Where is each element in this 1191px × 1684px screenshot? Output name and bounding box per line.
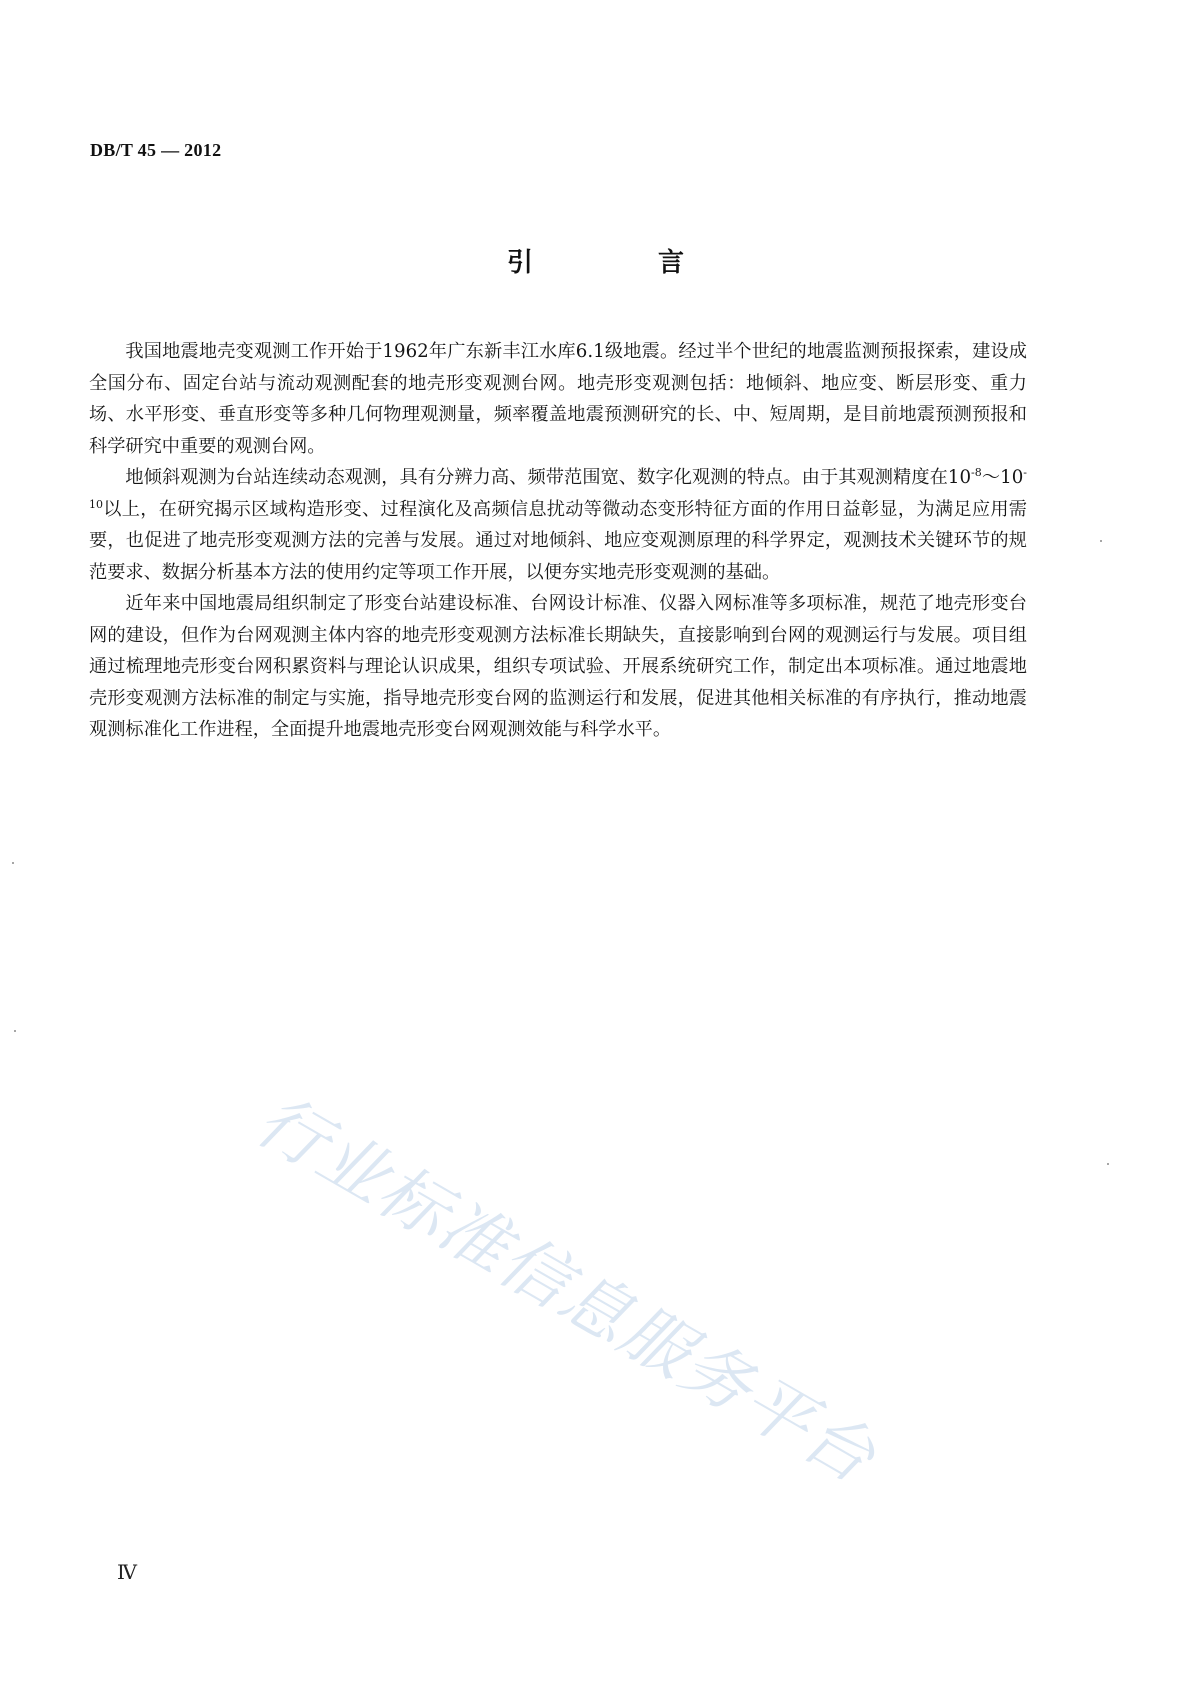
paragraph-3: 近年来中国地震局组织制定了形变台站建设标准、台网设计标准、仪器入网标准等多项标准，规范了地壳形变台网的建设，但作为台网观测主体内容的地壳形变观测方法标准长期缺失，直接影响到台网的观测运行与发展。项目组通过梳理地壳形变台网积累资料与理论认识成果，组织专项试验、开展系统研究工作，制定出本项标准。通过地震地壳形变观测方法标准的制定与实施，指导地壳形变台网的监测运行和发展，促进其他相关标准的有序执行，推动地震观测标准化工作进程，全面提升地震地壳形变台网观测效能与科学水平。 (89, 593, 1027, 740)
scan-speck (12, 862, 14, 864)
introduction-body (89, 336, 1027, 746)
scan-speck (14, 1030, 16, 1032)
scan-speck (1107, 1163, 1109, 1165)
paragraph-2-middle: ～10 (981, 467, 1024, 488)
exponent-minus-8: -8 (971, 465, 982, 479)
exponent-minus-10: -10 (89, 465, 1027, 511)
section-title: 引 言 (506, 248, 743, 278)
scan-speck (1100, 540, 1102, 542)
paragraph-2-after: 以上，在研究揭示区域构造形变、过程演化及高频信息扰动等微动态变形特征方面的作用日益彰显，为满足应用需要，也促进了地壳形变观测方法的完善与发展。通过对地倾斜、地应变观测原理的科学界定，观测技术关键环节的规范要求、数据分析基本方法的使用约定等项工作开展，以便夯实地壳形变观测的基础。 (89, 498, 1027, 583)
paragraph-2 (89, 462, 1027, 588)
document-code: DB/T 45 — 2012 (90, 140, 222, 160)
paragraph-2-before: 地倾斜观测为台站连续动态观测，具有分辨力高、频带范围宽、数字化观测的特点。由于其观测精度在10 (125, 467, 972, 488)
watermark: 行业标准信息服务平台 (243, 1080, 889, 1500)
paragraph-1: 我国地震地壳变观测工作开始于1962年广东新丰江水库6.1级地震。经过半个世纪的地震监测预报探索，建设成全国分布、固定台站与流动观测配套的地壳形变观测台网。地壳形变观测包括：地倾斜、地应变、断层形变、重力场、水平形变、垂直形变等多种几何物理观测量，频率覆盖地震预测研究的长、中、短周期，是目前地震预测预报和科学研究中重要的观测台网。 (89, 341, 1027, 457)
page-number: Ⅳ (117, 1562, 137, 1584)
